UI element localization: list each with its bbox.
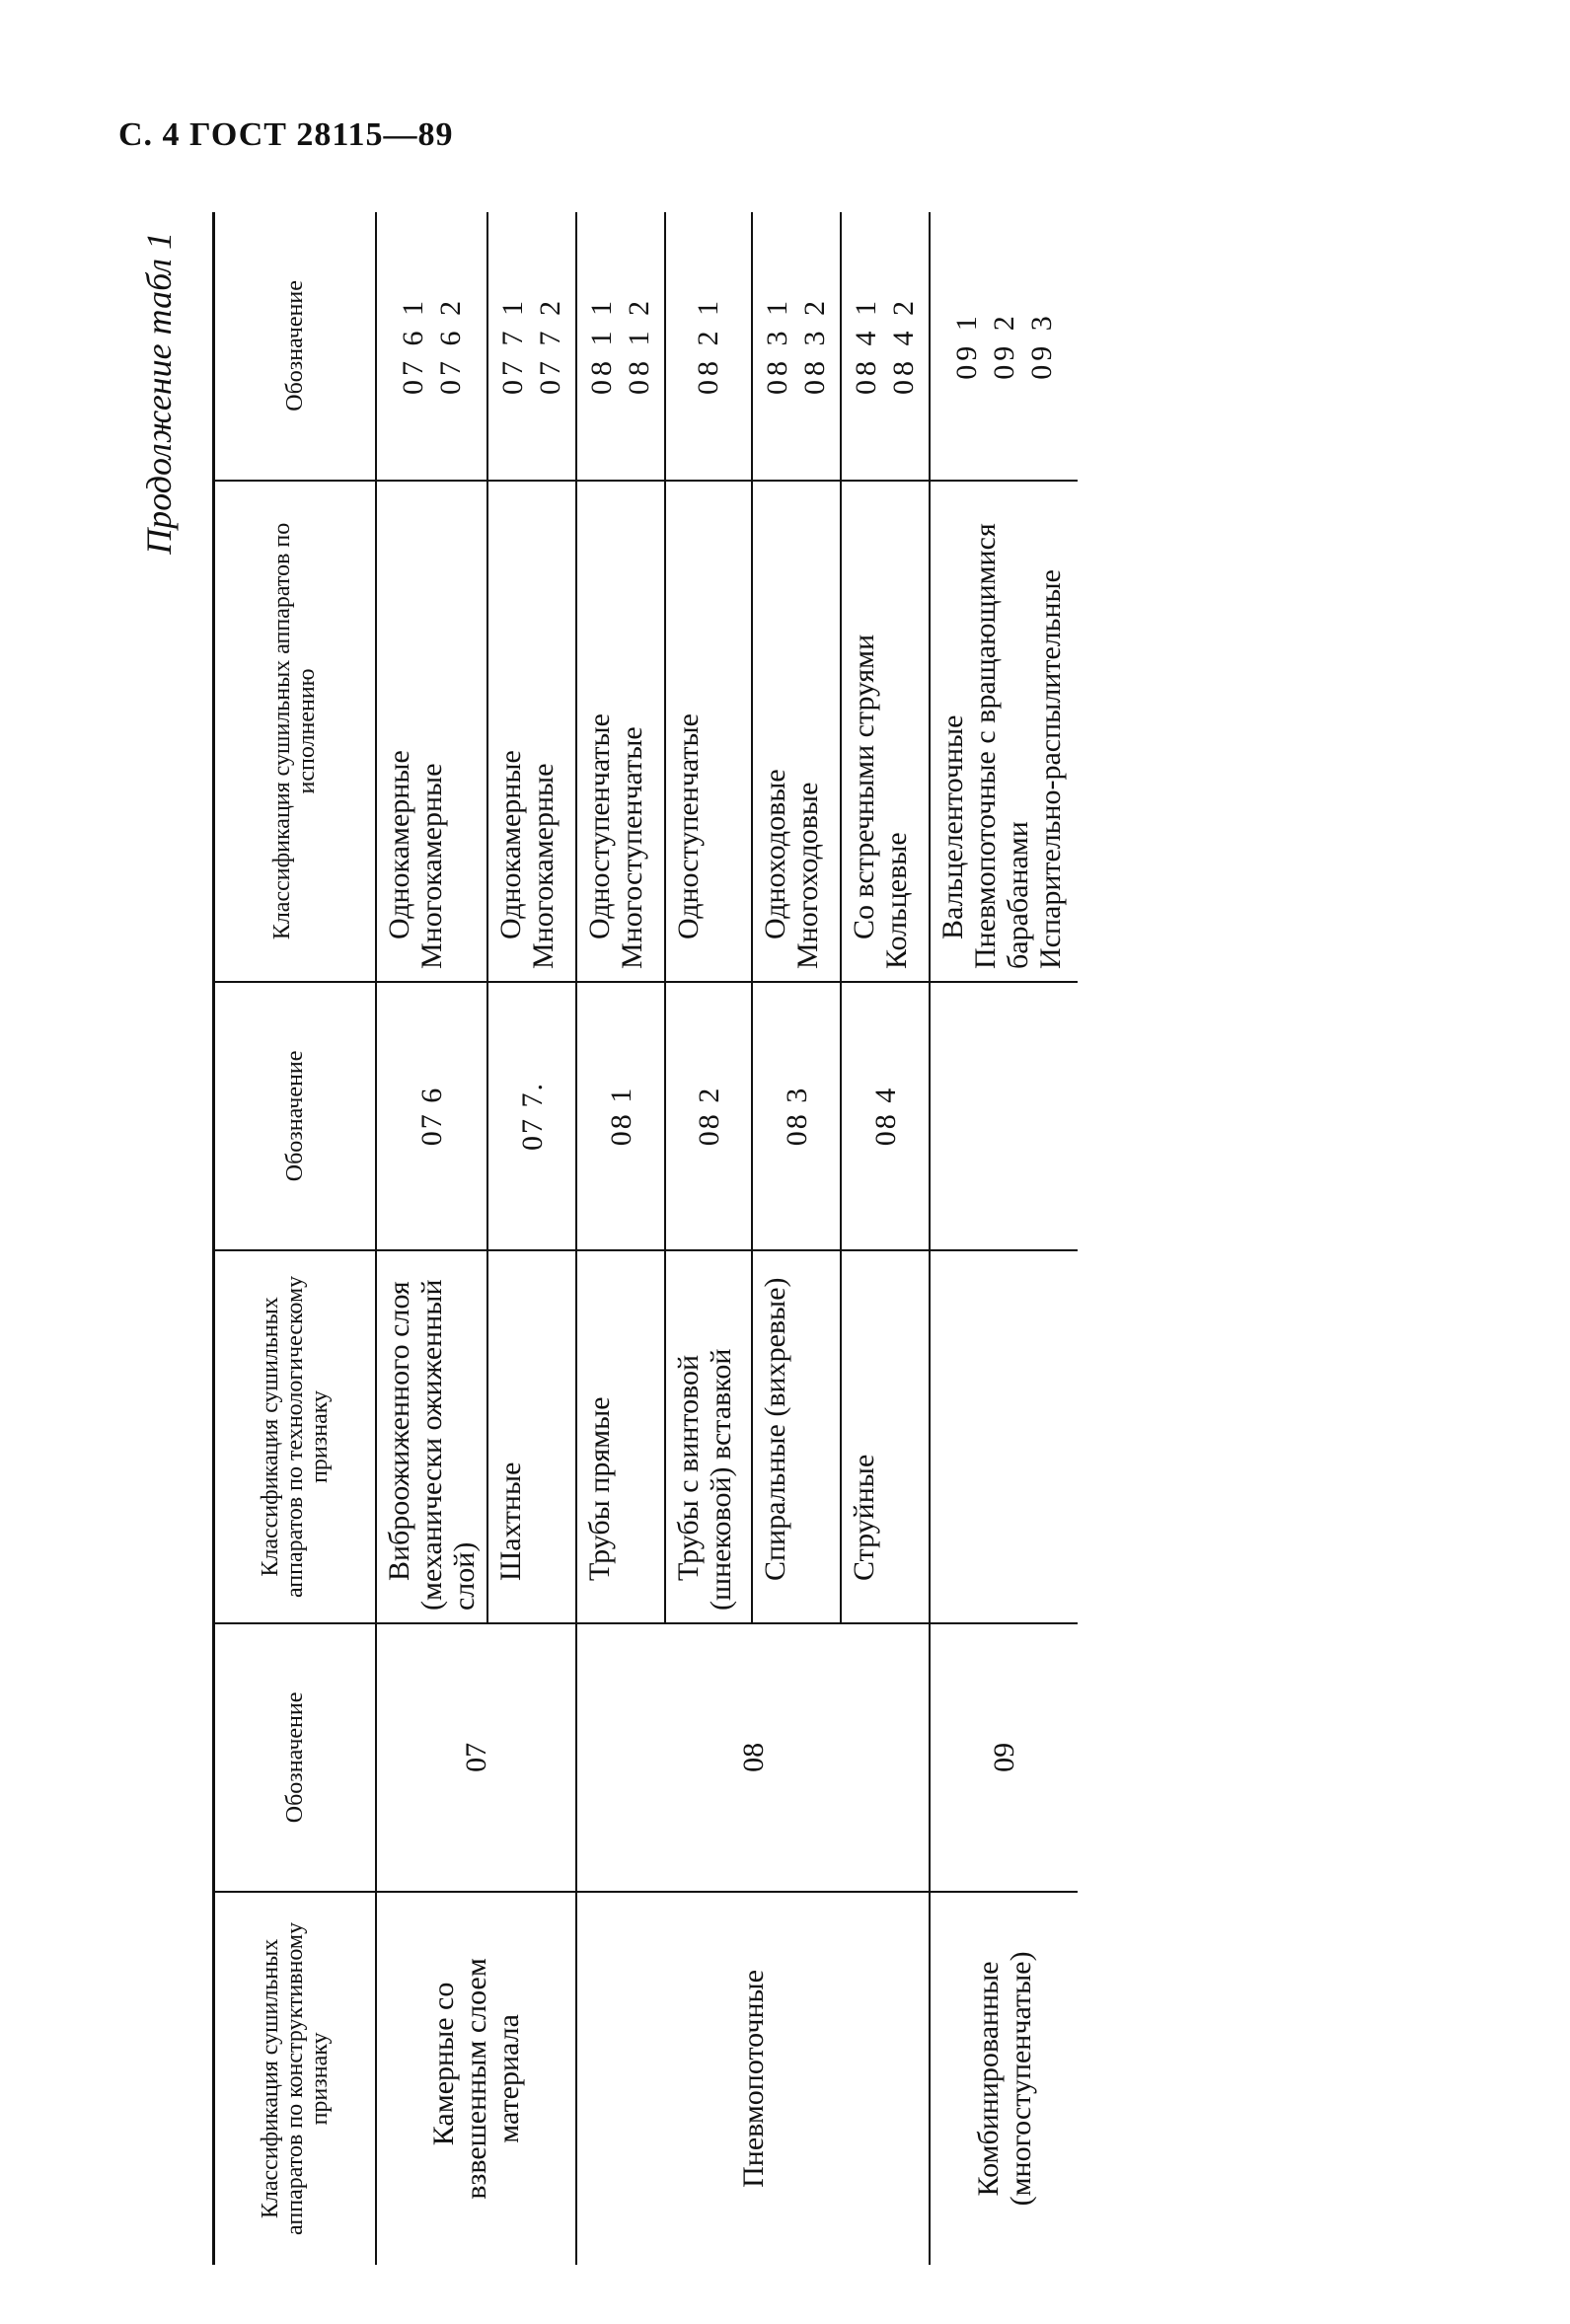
execution-code-cell: 08 4 1 08 4 2 [841, 212, 930, 481]
header-technological: Классификация сушильных аппаратов по технологическому признаку [214, 1250, 377, 1623]
group-constructive-cell: Комбинированные (многоступенчатые) [971, 1951, 1037, 2207]
group-code-cell: 09 [930, 1623, 1078, 1892]
tech-code-cell: 08 4 [841, 982, 930, 1250]
header-code-2: Обозначение [214, 982, 377, 1250]
execution-cell: Вальцеленточные Пневмопоточные с вращающимися барабанами Испарительно-распылительные [930, 481, 1078, 982]
tech-code-cell-empty [930, 982, 1078, 1250]
table-row [576, 212, 665, 2265]
execution-cell: Однокамерные Многокамерные [376, 481, 487, 982]
execution-code-cell: 08 2 1 [665, 212, 752, 481]
execution-cell: Однокамерные Многокамерные [487, 481, 576, 982]
tech-code-cell: 08 1 [576, 982, 665, 1250]
header-constructive: Классификация сушильных аппаратов по конструктивному признаку [257, 1921, 333, 2235]
execution-cell: Одноступенчатые Многоступенчатые [576, 481, 665, 982]
header-code-3: Обозначение [214, 212, 377, 481]
page-header: С. 4 ГОСТ 28115—89 [118, 116, 454, 153]
continuation-label: Продолжение табл 1 [139, 232, 179, 555]
execution-code-cell: 07 6 1 07 6 2 [376, 212, 487, 481]
execution-code-cell: 07 7 1 07 7 2 [487, 212, 576, 481]
table-area [138, 212, 1520, 2265]
header-execution: Классификация сушильных аппаратов по исполнению [214, 481, 377, 982]
technological-cell-empty [930, 1250, 1078, 1623]
group-code-cell: 08 [576, 1623, 930, 1892]
execution-cell: Одноступенчатые [665, 481, 752, 982]
execution-code-cell: 09 1 09 2 09 3 [930, 212, 1078, 481]
technological-cell: Виброожиженного слоя (механически ожиженный слой) [376, 1250, 487, 1623]
table-row [376, 212, 487, 2265]
table-row [930, 212, 1078, 2265]
execution-code-cell: 08 3 1 08 3 2 [752, 212, 841, 481]
technological-cell: Спиральные (вихревые) [752, 1250, 841, 1623]
tech-code-cell: 07 6 [376, 982, 487, 1250]
technological-cell: Шахтные [487, 1250, 576, 1623]
technological-cell: Струйные [841, 1250, 930, 1623]
group-constructive-cell: Пневмопоточные [736, 1969, 770, 2188]
table-header-row [214, 212, 377, 2265]
classification-table [212, 212, 1078, 2265]
technological-cell: Трубы с винтовой (шнековой) вставкой [665, 1250, 752, 1623]
tech-code-cell: 07 7. [487, 982, 576, 1250]
rotated-table-container [138, 212, 1520, 2265]
execution-cell: Со встречными струями Кольцевые [841, 481, 930, 982]
technological-cell: Трубы прямые [576, 1250, 665, 1623]
group-code-cell: 07 [376, 1623, 576, 1892]
execution-code-cell: 08 1 1 08 1 2 [576, 212, 665, 481]
tech-code-cell: 08 2 [665, 982, 752, 1250]
execution-cell: Одноходовые Многоходовые [752, 481, 841, 982]
group-constructive-cell: Камерные со взвешенным слоем материала [427, 1958, 525, 2200]
header-code-1: Обозначение [214, 1623, 377, 1892]
tech-code-cell: 08 3 [752, 982, 841, 1250]
